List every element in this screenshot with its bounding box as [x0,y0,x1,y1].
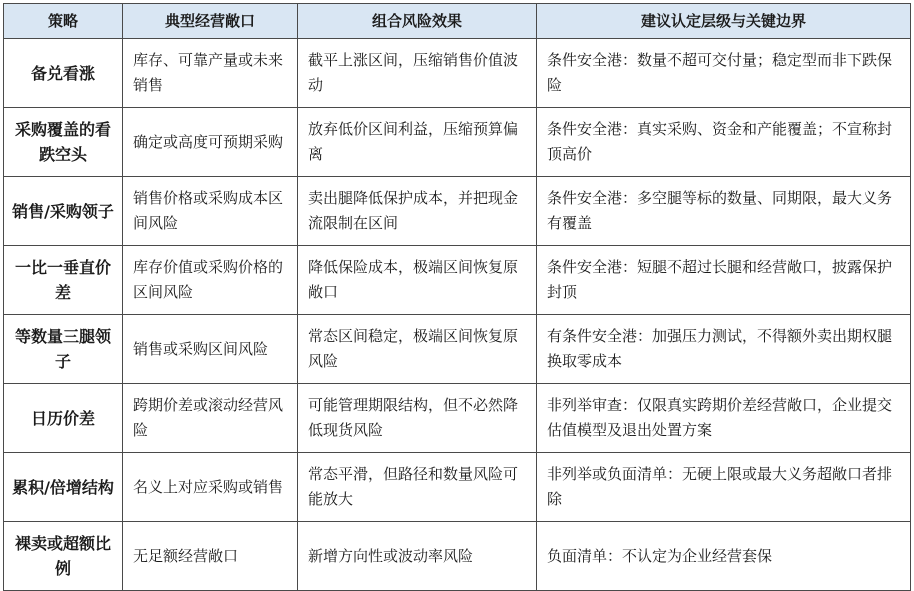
table-row [4,39,911,108]
header-risk-effect: 组合风险效果 [298,4,537,39]
exposure-cell: 销售或采购区间风险 [123,315,298,384]
exposure-cell: 无足额经营敞口 [123,522,298,591]
table-row [4,453,911,522]
table-row [4,384,911,453]
risk-effect-cell: 放弃低价区间利益，压缩预算偏离 [298,108,537,177]
strategy-cell: 裸卖或超额比例 [4,522,123,591]
boundary-cell: 条件安全港：短腿不超过长腿和经营敞口，披露保护封顶 [537,246,911,315]
header-recognition-boundary: 建议认定层级与关键边界 [537,4,911,39]
strategy-table [3,3,911,591]
risk-effect-cell: 常态区间稳定，极端区间恢复原风险 [298,315,537,384]
table-row [4,177,911,246]
exposure-cell: 跨期价差或滚动经营风险 [123,384,298,453]
risk-effect-cell: 新增方向性或波动率风险 [298,522,537,591]
boundary-cell: 负面清单：不认定为企业经营套保 [537,522,911,591]
risk-effect-cell: 降低保险成本，极端区间恢复原敞口 [298,246,537,315]
strategy-cell: 日历价差 [4,384,123,453]
strategy-cell: 一比一垂直价差 [4,246,123,315]
risk-effect-cell: 截平上涨区间，压缩销售价值波动 [298,39,537,108]
table-row [4,246,911,315]
risk-effect-cell: 可能管理期限结构，但不必然降低现货风险 [298,384,537,453]
table-row [4,522,911,591]
exposure-cell: 确定或高度可预期采购 [123,108,298,177]
table-row [4,315,911,384]
table-row [4,108,911,177]
table-header-row [4,4,911,39]
risk-effect-cell: 卖出腿降低保护成本，并把现金流限制在区间 [298,177,537,246]
boundary-cell: 条件安全港：真实采购、资金和产能覆盖；不宣称封顶高价 [537,108,911,177]
exposure-cell: 名义上对应采购或销售 [123,453,298,522]
exposure-cell: 库存、可靠产量或未来销售 [123,39,298,108]
risk-effect-cell: 常态平滑，但路径和数量风险可能放大 [298,453,537,522]
exposure-cell: 销售价格或采购成本区间风险 [123,177,298,246]
boundary-cell: 有条件安全港：加强压力测试，不得额外卖出期权腿换取零成本 [537,315,911,384]
boundary-cell: 非列举或负面清单：无硬上限或最大义务超敞口者排除 [537,453,911,522]
strategy-cell: 备兑看涨 [4,39,123,108]
boundary-cell: 条件安全港：多空腿等标的数量、同期限，最大义务有覆盖 [537,177,911,246]
strategy-cell: 销售/采购领子 [4,177,123,246]
header-exposure: 典型经营敞口 [123,4,298,39]
boundary-cell: 非列举审查：仅限真实跨期价差经营敞口，企业提交估值模型及退出处置方案 [537,384,911,453]
header-strategy: 策略 [4,4,123,39]
strategy-cell: 采购覆盖的看跌空头 [4,108,123,177]
exposure-cell: 库存价值或采购价格的区间风险 [123,246,298,315]
strategy-cell: 累积/倍增结构 [4,453,123,522]
boundary-cell: 条件安全港：数量不超可交付量；稳定型而非下跌保险 [537,39,911,108]
strategy-cell: 等数量三腿领子 [4,315,123,384]
